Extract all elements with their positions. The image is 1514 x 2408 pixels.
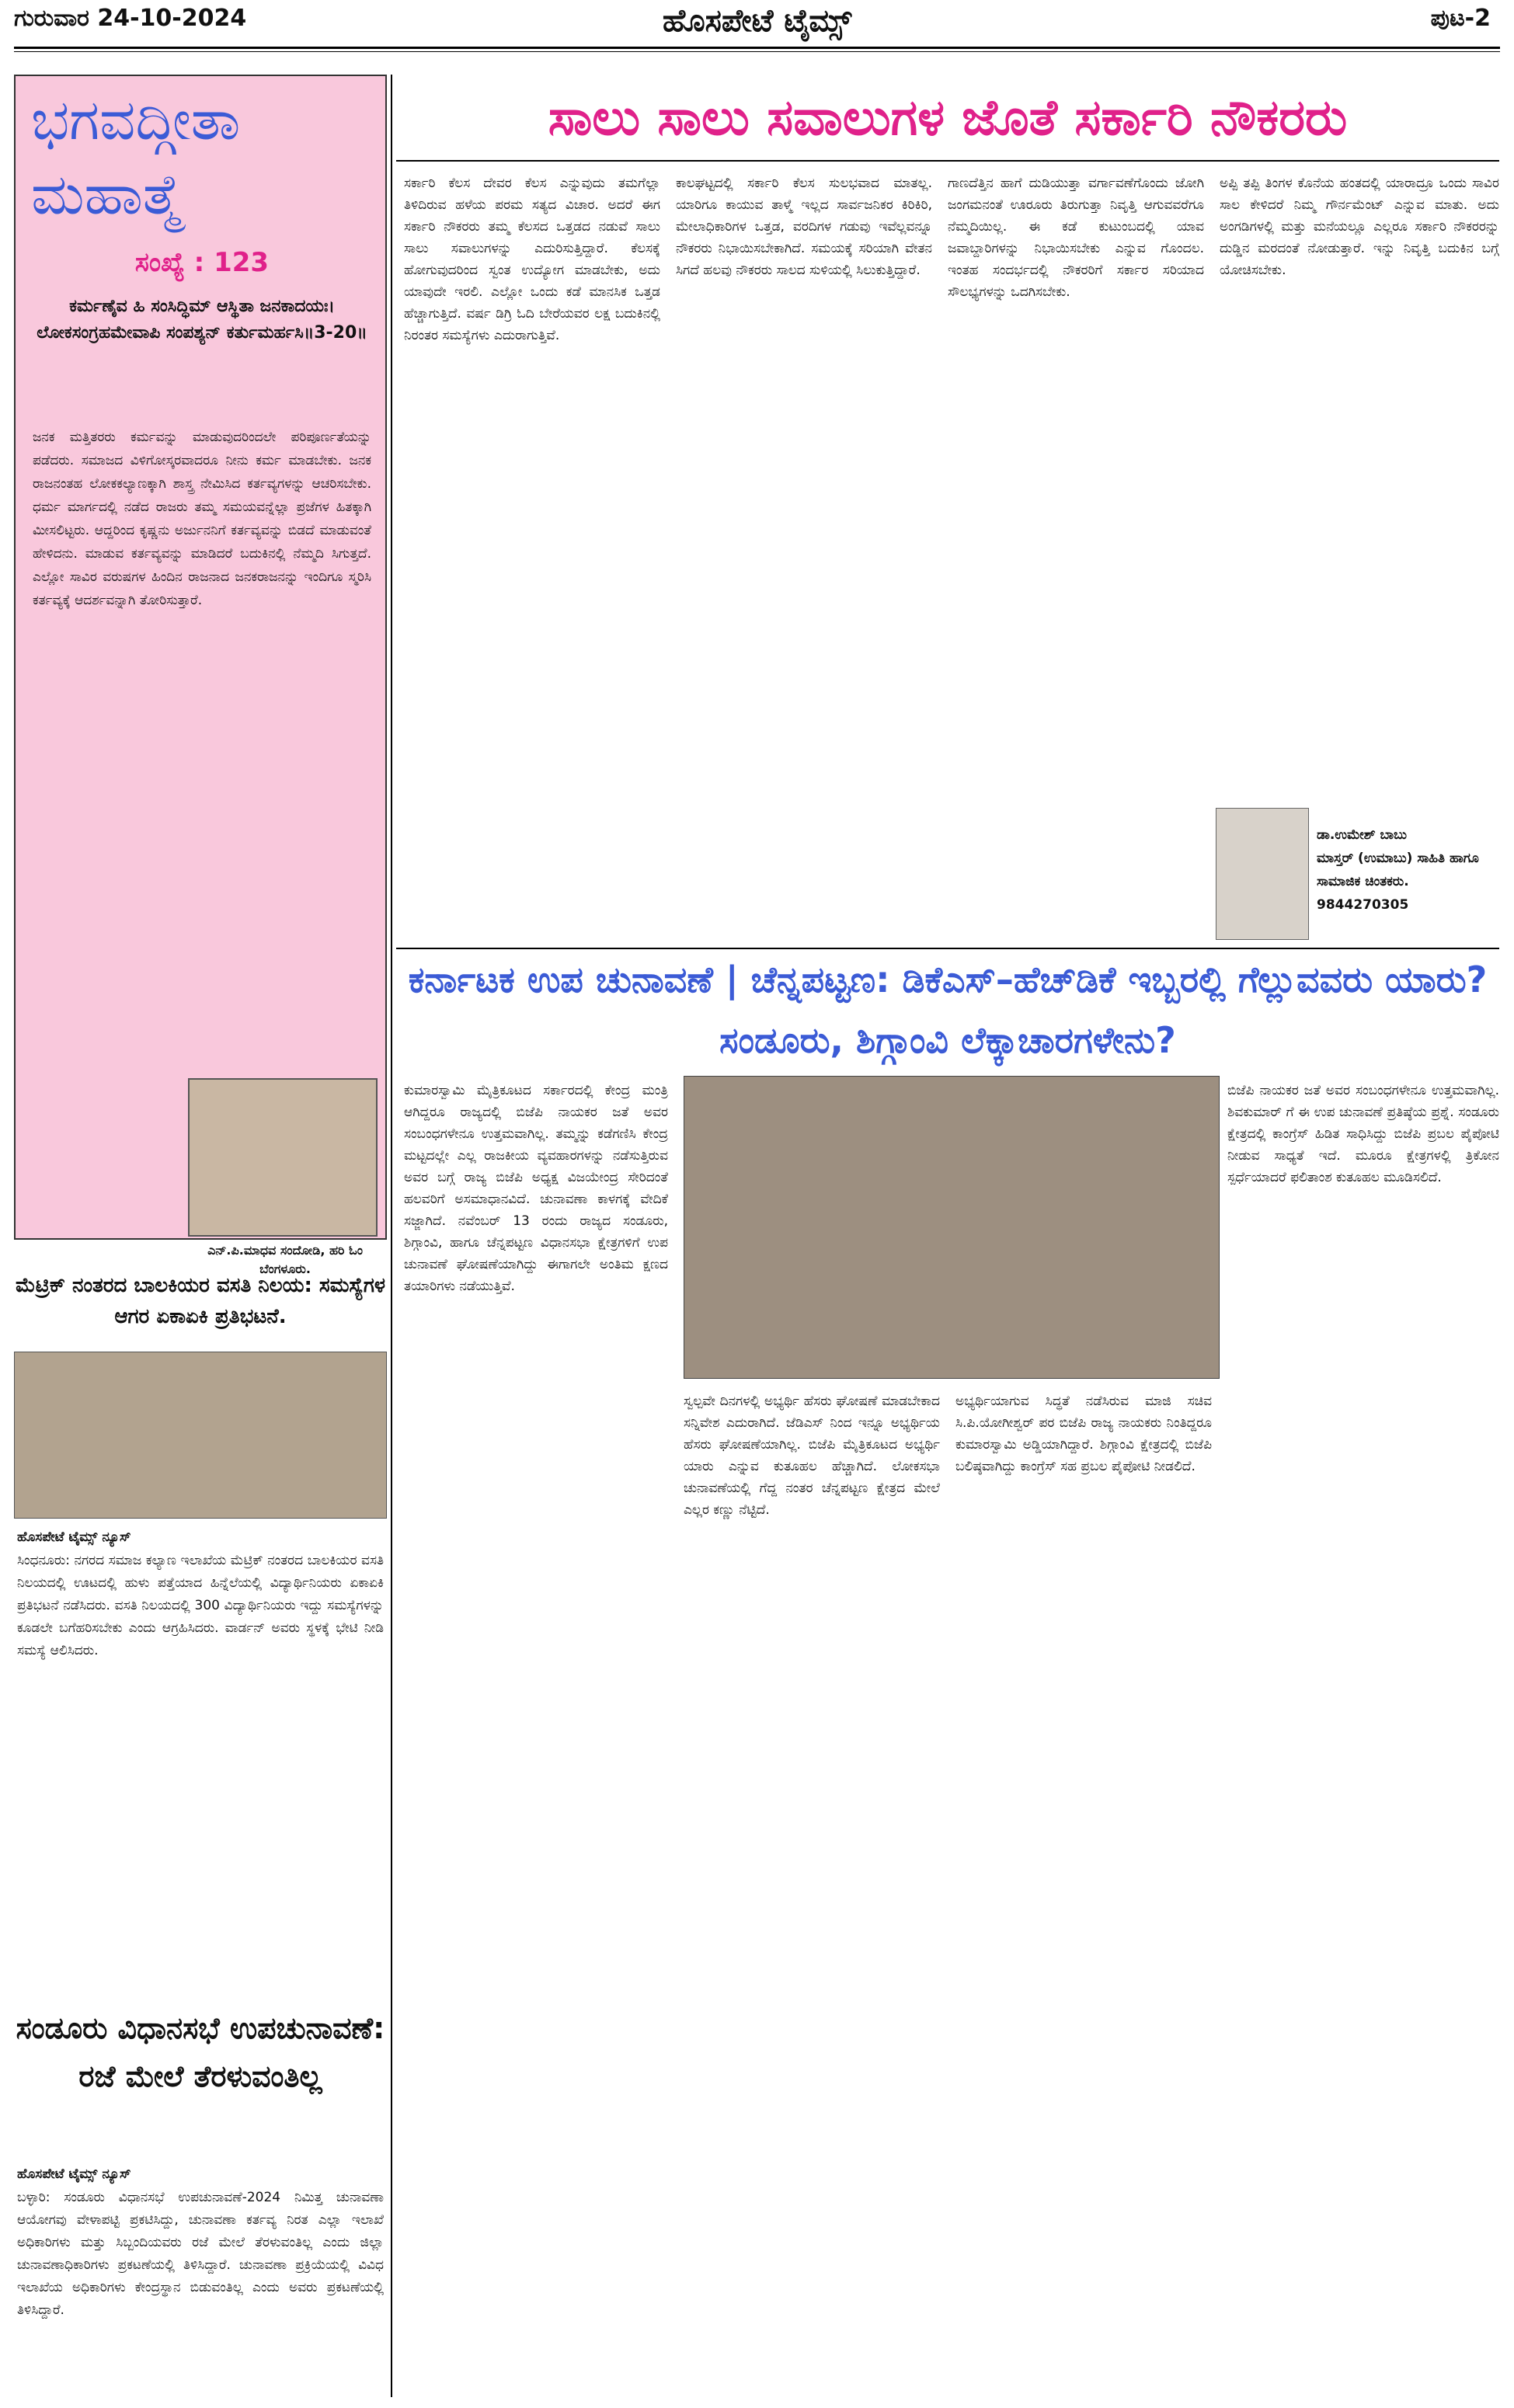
- second-col-4: ಬಿಜೆಪಿ ನಾಯಕರ ಜತೆ ಅವರ ಸಂಬಂಧಗಳೇನೂ ಉತ್ತಮವಾಗಿಲ್ಲ. ಶಿವಕುಮಾರ್ ಗೆ ಈ ಉಪ ಚುನಾವಣೆ ಪ್ರತಿಷ್ಠೆಯ ಪ್ರಶ್ನೆ. ಸಂಡೂರು ಕ್ಷೇತ್ರದಲ್ಲಿ ಕಾಂಗ್ರೆಸ್ ಹಿಡಿತ ಸಾಧಿಸಿದ್ದು ಬಿಜೆಪಿ ಪ್ರಬಲ ಪೈಪೋಟಿ ನೀಡುವ ಸಾಧ್ಯತೆ ಇದೆ. ಮೂರೂ ಕ್ಷೇತ್ರಗಳಲ್ಲಿ ತ್ರಿಕೋನ ಸ್ಪರ್ಧೆಯಾದರೆ ಫಲಿತಾಂಶ ಕುತೂಹಲ ಮೂಡಿಸಲಿದೆ.: [1227, 1083, 1499, 1185]
- masthead-rule-thin: [14, 51, 1500, 52]
- second-col-2: ಸ್ವಲ್ಪವೇ ದಿನಗಳಲ್ಲಿ ಅಭ್ಯರ್ಥಿ ಹೆಸರು ಘೋಷಣೆ ಮಾಡಬೇಕಾದ ಸನ್ನಿವೇಶ ಎದುರಾಗಿದೆ. ಜೆಡಿಎಸ್ ನಿಂದ ಇನ್ನೂ ಅಭ್ಯರ್ಥಿಯ ಹೆಸರು ಘೋಷಣೆಯಾಗಿಲ್ಲ. ಬಿಜೆಪಿ ಮೈತ್ರಿಕೂಟದ ಅಭ್ಯರ್ಥಿ ಯಾರು ಎನ್ನುವ ಕುತೂಹಲ ಹೆಚ್ಚಾಗಿದೆ. ಲೋಕಸಭಾ ಚುನಾವಣೆಯಲ್ಲಿ ಗೆದ್ದ ನಂತರ ಚೆನ್ನಪಟ್ಟಣ ಕ್ಷೇತ್ರದ ಮೇಲೆ ಎಲ್ಲರ ಕಣ್ಣು ನೆಟ್ಟಿದೆ.: [684, 1394, 940, 1518]
- masthead-date: ಗುರುವಾರ 24-10-2024: [14, 5, 247, 32]
- main-col-4: ಅಪ್ಪಿ ತಪ್ಪಿ ತಿಂಗಳ ಕೊನೆಯ ಹಂತದಲ್ಲಿ ಯಾರಾದ್ರೂ ಒಂದು ಸಾವಿರ ಸಾಲ ಕೇಳಿದರೆ ನಿಮ್ಮ ಗೌರ್ನಮೆಂಟ್ ಎನ್ನುವ ಮಾತು. ಅದು ಅಂಗಡಿಗಳಲ್ಲಿ ಮತ್ತು ಮನೆಯಲ್ಲೂ ಎಲ್ಲರೂ ಸರ್ಕಾರಿ ನೌಕರರನ್ನು ದುಡ್ಡಿನ ಮರದಂತೆ ನೋಡುತ್ತಾರೆ. ಇನ್ನು ನಿವೃತ್ತಿ ಬದುಕಿನ ಬಗ್ಗೆ ಯೋಚಿಸಬೇಕು.: [1220, 176, 1499, 278]
- gita-number: ಸಂಖ್ಯೆ : 123: [134, 247, 270, 278]
- hostel-headline: ಮೆಟ್ರಿಕ್ ನಂತರದ ಬಾಲಕಿಯರ ವಸತಿ ನಿಲಯ: ಸಮಸ್ಯೆಗಳ ಆಗರ ಏಕಾಏಕಿ ಪ್ರತಿಭಟನೆ.: [15, 1274, 386, 1328]
- sandur-headline: ಸಂಡೂರು ವಿಧಾನಸಭೆ ಉಪಚುನಾವಣೆ: ರಜೆ ಮೇಲೆ ತೆರಳುವಂತಿಲ್ಲ: [16, 2011, 385, 2093]
- author-name: ಡಾ.ಉಮೇಶ್ ಬಾಬು: [1317, 827, 1408, 843]
- author-photo: [1216, 808, 1309, 940]
- masthead-rule: [14, 47, 1500, 49]
- paper-name: ಹೊಸಪೇಟೆ ಟೈಮ್ಸ್: [662, 3, 852, 39]
- author-photo: [188, 1078, 378, 1237]
- hostel-body: ಸಿಂಧನೂರು: ನಗರದ ಸಮಾಜ ಕಲ್ಯಾಣ ಇಲಾಖೆಯ ಮೆಟ್ರಿಕ್ ನಂತರದ ಬಾಲಕಿಯರ ವಸತಿ ನಿಲಯದಲ್ಲಿ ಊಟದಲ್ಲಿ ಹುಳು ಪತ್ತೆಯಾದ ಹಿನ್ನೆಲೆಯಲ್ಲಿ ವಿದ್ಯಾರ್ಥಿನಿಯರು ಏಕಾಏಕಿ ಪ್ರತಿಭಟನೆ ನಡೆಸಿದರು. ವಸತಿ ನಿಲಯದಲ್ಲಿ 300 ವಿದ್ಯಾರ್ಥಿನಿಯರು ಇದ್ದು ಸಮಸ್ಯೆಗಳನ್ನು ಕೂಡಲೇ ಬಗೆಹರಿಸಬೇಕು ಎಂದು ಆಗ್ರಹಿಸಿದರು. ವಾರ್ಡನ್ ಅವರು ಸ್ಥಳಕ್ಕೆ ಭೇಟಿ ನೀಡಿ ಸಮಸ್ಯೆ ಆಲಿಸಿದರು.: [17, 1553, 384, 1658]
- main-col-2: ಕಾಲಘಟ್ಟದಲ್ಲಿ ಸರ್ಕಾರಿ ಕೆಲಸ ಸುಲಭವಾದ ಮಾತಲ್ಲ. ಯಾರಿಗೂ ಕಾಯುವ ತಾಳ್ಮೆ ಇಲ್ಲದ ಸಾರ್ವಜನಿಕರ ಕಿರಿಕಿರಿ, ಮೇಲಾಧಿಕಾರಿಗಳ ಒತ್ತಡ, ವರದಿಗಳ ಗಡುವು ಇವೆಲ್ಲವನ್ನೂ ನೌಕರರು ನಿಭಾಯಿಸಬೇಕಾಗಿದೆ. ಸಮಯಕ್ಕೆ ಸರಿಯಾಗಿ ವೇತನ ಸಿಗದೆ ಹಲವು ನೌಕರರು ಸಾಲದ ಸುಳಿಯಲ್ಲಿ ಸಿಲುಕುತ್ತಿದ್ದಾರೆ.: [676, 176, 932, 278]
- author-role: ಮಾಸ್ತರ್ (ಉಮಾಬು) ಸಾಹಿತಿ ಹಾಗೂ ಸಾಮಾಜಿಕ ಚಿಂತಕರು.: [1317, 851, 1479, 889]
- gita-text: ಜನಕ ಮತ್ತಿತರರು ಕರ್ಮವನ್ನು ಮಾಡುವುದರಿಂದಲೇ ಪರಿಪೂರ್ಣತೆಯನ್ನು ಪಡೆದರು. ಸಮಾಜದ ವಿಳಿಗೋಸ್ಕರವಾದರೂ ನೀನು ಕರ್ಮ ಮಾಡಬೇಕು. ಜನಕ ರಾಜನಂತಹ ಲೋಕಕಲ್ಯಾಣಕ್ಕಾಗಿ ಶಾಸ್ತ್ರ ನೇಮಿಸಿದ ಕರ್ತವ್ಯಗಳನ್ನು ಆಚರಿಸಬೇಕು. ಧರ್ಮ ಮಾರ್ಗದಲ್ಲಿ ನಡೆದ ರಾಜರು ತಮ್ಮ ಸಮಯವನ್ನೆಲ್ಲಾ ಪ್ರಜೆಗಳ ಹಿತಕ್ಕಾಗಿ ಮೀಸಲಿಟ್ಟರು. ಆದ್ದರಿಂದ ಕೃಷ್ಣನು ಅರ್ಜುನನಿಗೆ ಕರ್ತವ್ಯವನ್ನು ಬಿಡದೆ ಮಾಡುವಂತೆ ಹೇಳಿದನು. ಮಾಡುವ ಕರ್ತವ್ಯವನ್ನು ಮಾಡಿದರೆ ಬದುಕಿನಲ್ಲಿ ನೆಮ್ಮದಿ ಸಿಗುತ್ತದೆ. ಎಲ್ಲೋ ಸಾವಿರ ವರುಷಗಳ ಹಿಂದಿನ ರಾಜನಾದ ಜನಕರಾಜನನ್ನು ಇಂದಿಗೂ ಸ್ಮರಿಸಿ ಕರ್ತವ್ಯಕ್ಕೆ ಆದರ್ಶವನ್ನಾಗಿ ತೋರಿಸುತ್ತಾರೆ.: [33, 430, 371, 608]
- second-col-1: ಕುಮಾರಸ್ವಾಮಿ ಮೈತ್ರಿಕೂಟದ ಸರ್ಕಾರದಲ್ಲಿ ಕೇಂದ್ರ ಮಂತ್ರಿ ಆಗಿದ್ದರೂ ರಾಜ್ಯದಲ್ಲಿ ಬಿಜೆಪಿ ನಾಯಕರ ಜತೆ ಅವರ ಸಂಬಂಧಗಳೇನೂ ಉತ್ತಮವಾಗಿಲ್ಲ. ತಮ್ಮನ್ನು ಕಡೆಗಣಿಸಿ ಕೇಂದ್ರ ಮಟ್ಟದಲ್ಲೇ ಎಲ್ಲ ರಾಜಕೀಯ ವ್ಯವಹಾರಗಳನ್ನು ನಡೆಸುತ್ತಿರುವ ಅವರ ಬಗ್ಗೆ ರಾಜ್ಯ ಬಿಜೆಪಿ ಅಧ್ಯಕ್ಷ ವಿಜಯೇಂದ್ರ ಸೇರಿದಂತೆ ಹಲವರಿಗೆ ಅಸಮಾಧಾನವಿದೆ. ಚುನಾವಣಾ ಕಾಳಗಕ್ಕೆ ವೇದಿಕೆ ಸಜ್ಜಾಗಿದೆ. ನವೆಂಬರ್ 13 ರಂದು ರಾಜ್ಯದ ಸಂಡೂರು, ಶಿಗ್ಗಾಂವಿ, ಹಾಗೂ ಚೆನ್ನಪಟ್ಟಣ ವಿಧಾನಸಭಾ ಕ್ಷೇತ್ರಗಳಿಗೆ ಉಪ ಚುನಾವಣೆ ಘೋಷಣೆಯಾಗಿದ್ದು ಈಗಾಗಲೇ ಅಂತಿಮ ಕ್ಷಣದ ತಯಾರಿಗಳು ನಡೆಯುತ್ತಿವೆ.: [404, 1083, 668, 1294]
- main-headline: ಸಾಲು ಸಾಲು ಸವಾಲುಗಳ ಜೊತೆ ಸರ್ಕಾರಿ ನೌಕರರು: [396, 75, 1499, 162]
- second-col-3: ಅಭ್ಯರ್ಥಿಯಾಗುವ ಸಿದ್ಧತೆ ನಡೆಸಿರುವ ಮಾಜಿ ಸಚಿವ ಸಿ.ಪಿ.ಯೋಗೀಶ್ವರ್ ಪರ ಬಿಜೆಪಿ ರಾಜ್ಯ ನಾಯಕರು ನಿಂತಿದ್ದರೂ ಕುಮಾರಸ್ವಾಮಿ ಅಡ್ಡಿಯಾಗಿದ್ದಾರೆ. ಶಿಗ್ಗಾಂವಿ ಕ್ಷೇತ್ರದಲ್ಲಿ ಬಿಜೆಪಿ ಬಲಿಷ್ಠವಾಗಿದ್ದು ಕಾಂಗ್ರೆಸ್ ಸಹ ಪ್ರಬಲ ಪೈಪೋಟಿ ನೀಡಲಿದೆ.: [955, 1394, 1212, 1474]
- gita-title: ಭಗವದ್ಗೀತಾ ಮಹಾತ್ಮೆ: [31, 87, 241, 227]
- gita-caption: ಎನ್.ಪಿ.ಮಾಧವ ಸಂದೋಡಿ, ಹರಿ ಓಂ ಬೆಂಗಳೂರು.: [207, 1243, 363, 1276]
- politicians-photo: [684, 1076, 1220, 1379]
- sandur-body: ಬಳ್ಳಾರಿ: ಸಂಡೂರು ವಿಧಾನಸಭೆ ಉಪಚುನಾವಣೆ-2024 ನಿಮಿತ್ತ ಚುನಾವಣಾ ಆಯೋಗವು ವೇಳಾಪಟ್ಟಿ ಪ್ರಕಟಿಸಿದ್ದು, ಚುನಾವಣಾ ಕರ್ತವ್ಯ ನಿರತ ಎಲ್ಲಾ ಇಲಾಖೆ ಅಧಿಕಾರಿಗಳು ಮತ್ತು ಸಿಬ್ಬಂದಿಯವರು ರಜೆ ಮೇಲೆ ತೆರಳುವಂತಿಲ್ಲ ಎಂದು ಜಿಲ್ಲಾ ಚುನಾವಣಾಧಿಕಾರಿಗಳು ಪ್ರಕಟಣೆಯಲ್ಲಿ ತಿಳಿಸಿದ್ದಾರೆ. ಚುನಾವಣಾ ಪ್ರಕ್ರಿಯೆಯಲ್ಲಿ ವಿವಿಧ ಇಲಾಖೆಯ ಅಧಿಕಾರಿಗಳು ಕೇಂದ್ರಸ್ಥಾನ ಬಿಡುವಂತಿಲ್ಲ ಎಂದು ಅವರು ಪ್ರಕಟಣೆಯಲ್ಲಿ ತಿಳಿಸಿದ್ದಾರೆ.: [17, 2190, 384, 2318]
- second-headline: ಕರ್ನಾಟಕ ಉಪ ಚುನಾವಣೆ | ಚೆನ್ನಪಟ್ಟಣ: ಡಿಕೆಎಸ್–ಹೆಚ್‌ಡಿಕೆ ಇಬ್ಬರಲ್ಲಿ ಗೆಲ್ಲುವವರು ಯಾರು? ಸಂಡೂರು, ಶಿಗ್ಗಾಂವಿ ಲೆಕ್ಕಾಚಾರಗಳೇನು?: [396, 948, 1499, 1072]
- gita-shloka: ಕರ್ಮಣೈವ ಹಿ ಸಂಸಿದ್ಧಿಮ್ ಆಸ್ಥಿತಾ ಜನಕಾದಯಃ। ಲೋಕಸಂಗ್ರಹಮೇವಾಪಿ ಸಂಪಶ್ಯನ್ ಕರ್ತುಮರ್ಹಸಿ॥3-20॥: [37, 297, 367, 343]
- hostel-photo: [14, 1352, 387, 1519]
- page-number: ಪುಟ-2: [1430, 5, 1491, 32]
- gita-box: [14, 75, 387, 1276]
- author-info: [1317, 823, 1495, 917]
- column-rule: [391, 75, 392, 2397]
- main-col-3: ಗಾಣದೆತ್ತಿನ ಹಾಗೆ ದುಡಿಯುತ್ತಾ ವರ್ಗಾವಣೆಗೊಂದು ಜೋಗಿ ಜಂಗಮನಂತೆ ಊರೂರು ತಿರುಗುತ್ತಾ ನಿವೃತ್ತಿ ಆಗುವವರೆಗೂ ನೆಮ್ಮದಿಯಿಲ್ಲ. ಈ ಕಡೆ ಕುಟುಂಬದಲ್ಲಿ ಯಾವ ಜವಾಬ್ದಾರಿಗಳನ್ನು ನಿಭಾಯಿಸಬೇಕು ಎನ್ನುವ ಗೊಂದಲ. ಇಂತಹ ಸಂದರ್ಭದಲ್ಲಿ ನೌಕರರಿಗೆ ಸರ್ಕಾರ ಸರಿಯಾದ ಸೌಲಭ್ಯಗಳನ್ನು ಒದಗಿಸಬೇಕು.: [948, 176, 1204, 300]
- sandur-byline: ಹೊಸಪೇಟೆ ಟೈಮ್ಸ್ ನ್ಯೂಸ್: [17, 2166, 131, 2182]
- main-col-1: ಸರ್ಕಾರಿ ಕೆಲಸ ದೇವರ ಕೆಲಸ ಎನ್ನುವುದು ತಮಗೆಲ್ಲಾ ತಿಳಿದಿರುವ ಹಳೆಯ ಪರಮ ಸತ್ಯದ ವಿಚಾರ. ಅದರೆ ಈಗ ಸರ್ಕಾರಿ ನೌಕರರು ತಮ್ಮ ಕೆಲಸದ ಒತ್ತಡದ ನಡುವೆ ಸಾಲು ಸಾಲು ಸವಾಲುಗಳನ್ನು ಎದುರಿಸುತ್ತಿದ್ದಾರೆ. ಕೆಲಸಕ್ಕೆ ಹೋಗುವುದರಿಂದ ಸ್ವಂತ ಉದ್ಯೋಗ ಮಾಡಬೇಕು, ಅದು ಯಾವುದೇ ಇರಲಿ. ಎಲ್ಲೋ ಒಂದು ಕಡೆ ಮಾನಸಿಕ ಒತ್ತಡ ಹೆಚ್ಚಾಗುತ್ತಿದೆ. ವರ್ಷ ಡಿಗ್ರಿ ಓದಿ ಬೇರೆಯವರ ಲಕ್ಷ ಬದುಕಿನಲ್ಲಿ ನಿರಂತರ ಸಮಸ್ಯೆಗಳು ಎದುರಾಗುತ್ತಿವೆ.: [404, 176, 660, 343]
- author-phone: 9844270305: [1317, 897, 1409, 913]
- hostel-byline: ಹೊಸಪೇಟೆ ಟೈಮ್ಸ್ ನ್ಯೂಸ್: [17, 1529, 131, 1545]
